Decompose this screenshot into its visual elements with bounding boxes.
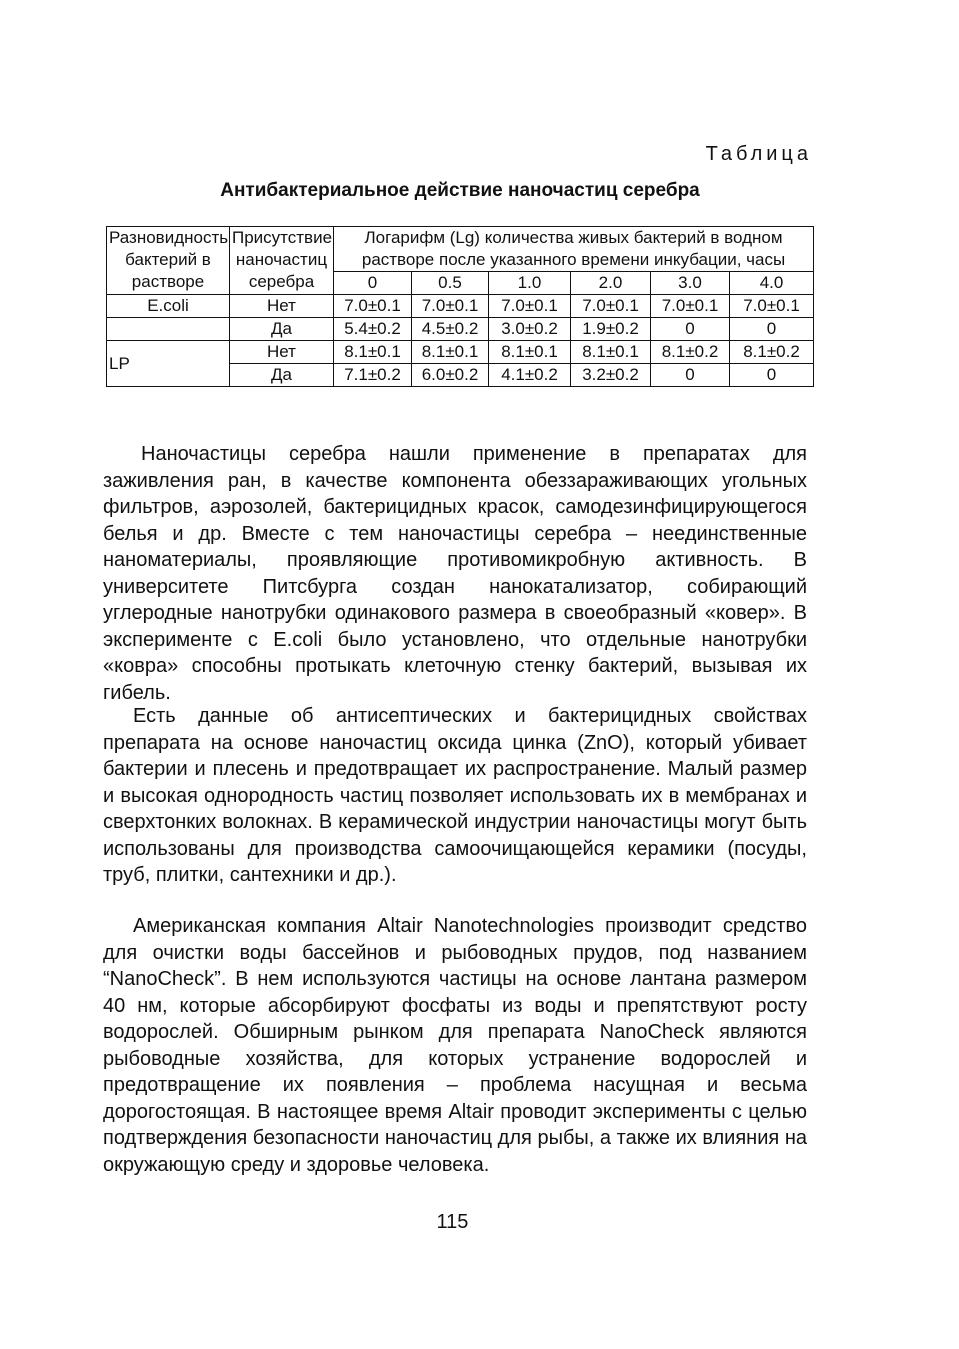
value-cell: 3.0±0.2 xyxy=(489,318,571,341)
paragraph-zinc-oxide: Есть данные об антисептических и бактерицидных свойствах препарата на основе наночастиц оксида цинка (ZnO), который убивает бактерии и плесень и предотвращает их распространение. Малый размер и высокая однородность частиц позволяет использовать их в мембранах и сверхтонких волокнах. В керамической индустрии наночастицы могут быть использованы для производства самоочищающейся керамики (посуды, труб, плитки, сантехники и др.). xyxy=(103,705,807,886)
time-header: 4.0 xyxy=(730,272,814,295)
value-cell: 8.1±0.2 xyxy=(651,341,730,364)
value-cell: 7.0±0.1 xyxy=(651,295,730,318)
presence-cell: Нет xyxy=(230,341,334,364)
header-silver-presence: Присутствие наночастиц серебра xyxy=(230,227,334,295)
table-caption: Таблица xyxy=(705,143,812,165)
time-header: 1.0 xyxy=(489,272,571,295)
presence-cell: Да xyxy=(230,364,334,387)
value-cell: 8.1±0.1 xyxy=(412,341,489,364)
paragraph-silver-nanoparticles: Наночастицы серебра нашли применение в препаратах для заживления ран, в качестве компонента обеззараживающих угольных фильтров, аэрозолей, бактерицидных красок, самодезинфицирующегося белья и др. Вместе с тем наночастицы серебра – неединственные наноматериалы, проявляющие противомикробную активность. В университете Питсбурга создан нанокатализатор, собирающий углеродные нанотрубки одинакового размера в своеобразный «ковер». В эксперименте с E.coli было установлено, что отдельные нанотрубки «ковра» способны протыкать клеточную стенку бактерий, вызывая их гибель. xyxy=(103,443,807,704)
value-cell: 7.1±0.2 xyxy=(334,364,412,387)
presence-cell: Да xyxy=(230,318,334,341)
value-cell: 0 xyxy=(651,364,730,387)
value-cell: 0 xyxy=(730,364,814,387)
table-row xyxy=(107,341,814,364)
value-cell: 7.0±0.1 xyxy=(571,295,651,318)
page-number: 115 xyxy=(436,1211,469,1233)
value-cell: 8.1±0.1 xyxy=(489,341,571,364)
value-cell: 6.0±0.2 xyxy=(412,364,489,387)
bacteria-cell xyxy=(107,318,230,341)
time-header: 0 xyxy=(334,272,412,295)
value-cell: 7.0±0.1 xyxy=(412,295,489,318)
value-cell: 4.5±0.2 xyxy=(412,318,489,341)
time-header: 2.0 xyxy=(571,272,651,295)
value-cell: 4.1±0.2 xyxy=(489,364,571,387)
value-cell: 7.0±0.1 xyxy=(489,295,571,318)
value-cell: 3.2±0.2 xyxy=(571,364,651,387)
value-cell: 7.0±0.1 xyxy=(730,295,814,318)
time-header: 3.0 xyxy=(651,272,730,295)
value-cell: 1.9±0.2 xyxy=(571,318,651,341)
presence-cell: Нет xyxy=(230,295,334,318)
header-bacteria-type: Разновидность бактерий в растворе xyxy=(107,227,230,295)
table-row xyxy=(107,295,814,318)
value-cell: 8.1±0.2 xyxy=(730,341,814,364)
value-cell: 0 xyxy=(651,318,730,341)
value-cell: 0 xyxy=(730,318,814,341)
table-row xyxy=(107,318,814,341)
value-cell: 7.0±0.1 xyxy=(334,295,412,318)
bacteria-cell: E.coli xyxy=(107,295,230,318)
header-log-count: Логарифм (Lg) количества живых бактерий в водном растворе после указанного времени инкубации, часы xyxy=(334,227,814,272)
data-table xyxy=(106,226,814,387)
bacteria-cell: LP xyxy=(107,341,230,387)
paragraph-nanocheck: Американская компания Altair Nanotechnologies производит средство для очистки воды бассейнов и рыбоводных прудов, под названием “NanoCheck”. В нем используются частицы на основе лантана размером 40 нм, которые абсорбируют фосфаты из воды и препятствуют росту водорослей. Обширным рынком для препарата NanoCheck являются рыбоводные хозяйства, для которых устранение водорослей и предотвращение их появления – проблема насущная и весьма дорогостоящая. В настоящее время Altair проводит эксперименты с целью подтверждения безопасности наночастиц для рыбы, а также их влияния на окружающую среду и здоровье человека. xyxy=(103,915,807,1176)
time-header: 0.5 xyxy=(412,272,489,295)
table-title: Антибактериальное действие наночастиц серебра xyxy=(220,180,700,201)
value-cell: 5.4±0.2 xyxy=(334,318,412,341)
value-cell: 8.1±0.1 xyxy=(334,341,412,364)
value-cell: 8.1±0.1 xyxy=(571,341,651,364)
